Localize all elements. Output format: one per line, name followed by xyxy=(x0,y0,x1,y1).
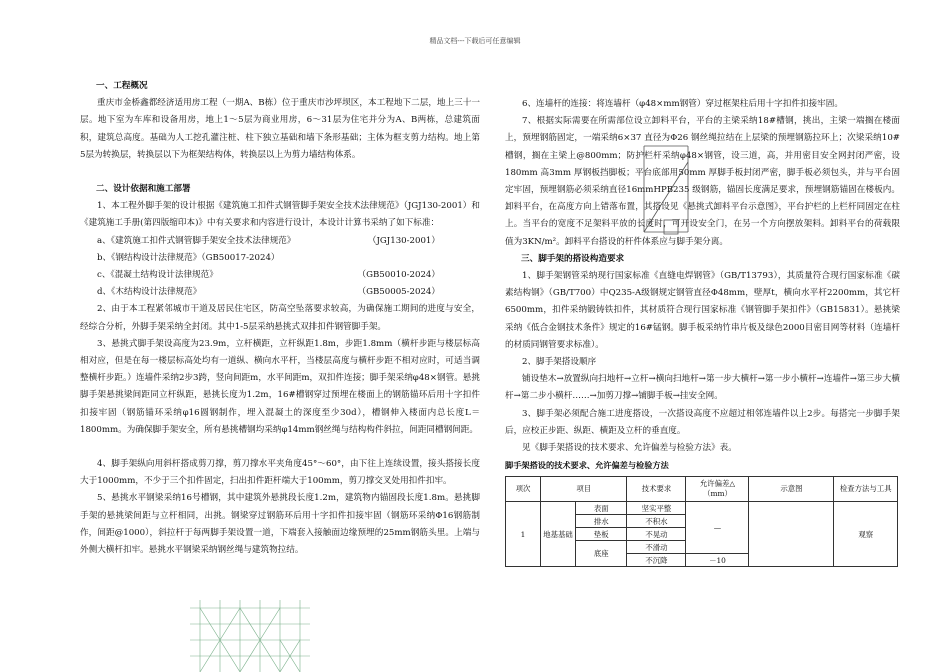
table-cell-req: 不晃动 xyxy=(627,528,686,541)
table-header: 项次 xyxy=(506,477,541,502)
table-cell-deviation: －10 xyxy=(686,554,749,567)
standard-item xyxy=(80,250,480,267)
standard-label: d、《木结构设计法律规范》 xyxy=(97,287,202,298)
step-paragraph: 3、脚手架必须配合施工进度搭设，一次搭设高度不应超过相邻连墙件以上2步。每搭完一步脚手架后，应校正步距、纵距、横距及立杆的垂直度。 xyxy=(505,408,900,436)
table-header: 技术要求 xyxy=(627,477,686,502)
table-cell-req: 坚实平整 xyxy=(627,502,686,515)
table-cell-item: 地基基础 xyxy=(541,502,576,567)
standard-item xyxy=(80,284,480,301)
table-header: 检查方法与工具 xyxy=(834,477,898,502)
table-cell-req: 不积水 xyxy=(627,515,686,528)
materials-paragraph: 1、脚手架钢管采纳现行国家标准《直缝电焊钢管》（GB/T13793），其质量符合现行国家标准《碳素结构钢》（GB/T700）中Q235-A级钢规定钢管直径Φ48mm，壁厚t，横向水平杆2200mm，其它杆6500mm，扣件采纳锻铸铁扣件，其材质符合现行国家标准《钢管脚手架扣件》（GB15831）。悬挑梁采纳《低合金钢技术条件》规定的16#锰钢。脚手板采纳竹串片板及绿色2000目密目网等材料（连墙杆的材质同钢管要求标准）。 xyxy=(505,271,900,350)
standard-code: （JGJ130-2001） xyxy=(367,235,440,246)
paragraph-7: 7、根据实际需要在所需部位设立卸料平台，平台的主梁采纳18#槽钢，挑出，主梁一端搁在楼面上，预埋钢筋固定，一端采纳6×37 直径为Φ26 钢丝绳拉结在上层梁的预埋钢筋拉环上；次梁采纳10#槽钢，搁在主梁上@800mm；防护栏杆采纳φ48×钢管，设三道，高，并用密目安全网封闭严密，设180mm 高3mm 厚钢板挡脚板；平台底部用50mm 厚脚手板封闭严密，脚手板必须包头，并与平台固定牢固，预埋钢筋必须采纳直径16mmHPB235 级钢筋，锚固长度满足要求，预埋钢筋锚固在楼板内。卸料平台，在高度方向上错落布置，其搭设见《悬挑式卸料平台示意图》，平台护栏的上栏杆同固定在柱上。当平台的宽度不足架料平放的长度时，可开设安全门，在另一个方向摆放架料。卸料平台的荷载限值为3KN/m²。卸料平台搭设的杆件体系应与脚手架分离。 xyxy=(505,116,900,247)
tolerance-table xyxy=(505,476,898,567)
left-column xyxy=(80,78,480,559)
standard-code: （GB50010-2024） xyxy=(357,270,440,281)
paragraph-5: 5、悬挑水平钢梁采纳16号槽钢，其中建筑外悬挑段长度1.2m，建筑物内锚固段长度1.8m。悬挑脚手架的悬挑梁间距与立杆相同，出挑。钢梁穿过钢筋环后用十字扣件扣接牢固（钢筋环采纳Φ16钢筋制作，间距@1000），斜拉杆于每两脚手架设置一道，下端套入接触面边缘预埋的25mm钢筋头里。上端与外侧大横杆扣牢。悬挑水平钢梁采纳钢丝绳与建筑物拉结。 xyxy=(80,493,480,556)
standard-item xyxy=(80,233,480,250)
paragraph-3: 3、悬挑式脚手架设高度为23.9m，立杆横距，立杆纵距1.8m，步距1.8mm（横杆步距与楼层标高相对应，但是在每一楼层标高处均有一道纵、横向水平杆，当楼层高度与横杆步距不相对应时，可适当调整横杆步距。）连墙件采纳2步3跨，竖向间距m，水平间距m，双扣件连接；脚手架采纳φ48×钢管。悬挑脚手架悬挑梁间距同立杆纵距，悬挑长度为1.2m，16#槽钢穿过预埋在楼面上的钢筋锚环后用十字扣件扣接牢固（钢筋锚环采纳φ16圆钢制作，埋入混凝土的深度至少30d），槽钢伸入楼面内总长度L＝1800mm。为确保脚手架安全，所有悬挑槽钢均采纳φ14mm钢丝绳与结构构件斜拉，间距同槽钢间距。 xyxy=(80,338,480,435)
table-header: 允许偏差△（mm） xyxy=(686,477,749,502)
standard-code: （GB50005-2024） xyxy=(357,287,440,298)
standard-label: c、《混凝土结构设计法律规范》 xyxy=(97,270,218,281)
section-title-overview: 一、工程概况 xyxy=(96,81,148,91)
paragraph-2: 2、由于本工程紧邻城市干道及居民住宅区，防高空坠落要求较高，为确保施工期间的进度与安全，经综合分析，外脚手架采纳全封闭。其中1-5层采纳悬挑式双排扣件钢管脚手架。 xyxy=(80,304,480,332)
table-cell-sub: 底座 xyxy=(576,541,627,567)
see-table-paragraph: 见《脚手架搭设的技术要求、允许偏差与检验方法》表。 xyxy=(522,443,737,454)
standard-label: b、《钢结构设计法律规范》（GB50017-2024） xyxy=(97,252,280,263)
table-cell-req: 不沉降 xyxy=(627,554,686,567)
order-title: 2、脚手架搭设顺序 xyxy=(522,357,597,368)
table-row xyxy=(506,502,898,515)
standard-code xyxy=(440,250,480,267)
right-column xyxy=(505,96,900,567)
section-title-design-basis: 二、设计依据和施工部署 xyxy=(96,184,191,195)
standard-item xyxy=(80,267,480,284)
table-cell-sub: 排水 xyxy=(576,515,627,528)
table-header: 项目 xyxy=(541,477,627,502)
table-header: 示意图 xyxy=(749,477,834,502)
standard-label: a、《建筑施工扣件式钢管脚手架安全技术法律规范》 xyxy=(97,235,296,246)
table-cell-method: 观察 xyxy=(834,502,898,567)
paragraph-4: 4、脚手架纵向用斜杆搭成剪刀撑，剪刀撑水平夹角度45°～60°，由下往上连续设置，接头搭接长度大于1000mm，不少于三个扣件固定，扫出扣件距杆端大于100mm，剪刀撑交叉处用扣件扣牢。 xyxy=(80,459,480,487)
table-cell-deviation: — xyxy=(686,502,749,554)
design-basis-paragraph: 1、本工程外脚手架的设计根据《建筑施工扣件式钢管脚手架安全技术法律规范》（JGJ130-2001）和《建筑施工手册(第四版缩印本)》中有关要求和内容进行设计，本设计计算书采纳了如下标准： xyxy=(80,201,480,229)
scaffold-figure xyxy=(190,600,310,672)
table-cell-sub: 垫板 xyxy=(576,528,627,541)
table-cell-req: 不滑动 xyxy=(627,541,686,554)
section-title-construction: 三、脚手架的搭设构造要求 xyxy=(521,253,625,264)
table-title: 脚手架搭设的技术要求、允许偏差与检验方法 xyxy=(505,460,669,471)
table-cell-sub: 表面 xyxy=(576,502,627,515)
paragraph-6: 6、连墙杆的连接：将连墙杆（φ48×mm钢管）穿过框架柱后用十字扣件扣接牢固。 xyxy=(522,99,843,109)
table-cell-index: 1 xyxy=(506,502,541,567)
page-header-note: 精品文档---下载后可任意编辑 xyxy=(429,37,521,45)
overview-paragraph: 重庆市金桥鑫都经济适用房工程（一期A、B栋）位于重庆市沙坪坝区，本工程地下二层，地上三十一层。地下室为车库和设备用房，地上1～5层为商业用房，6～31层为住宅并分为A、B两栋，总建筑面积，建筑总高度。基础为人工挖孔灌注桩、柱下独立基础和墙下条形基础；主体为框支剪力结构。地上第5层为转换层，转换层以下为框架结构体，转换层以上为剪力墙结构体系。 xyxy=(80,98,480,160)
table-cell-diagram xyxy=(749,502,834,567)
order-paragraph: 铺设垫木→放置纵向扫地杆→立杆→横向扫地杆→第一步大横杆→第一步小横杆→连墙件→第三步大横杆→第二步小横杆……→加剪刀撑→铺脚手板→挂安全网。 xyxy=(505,374,900,402)
